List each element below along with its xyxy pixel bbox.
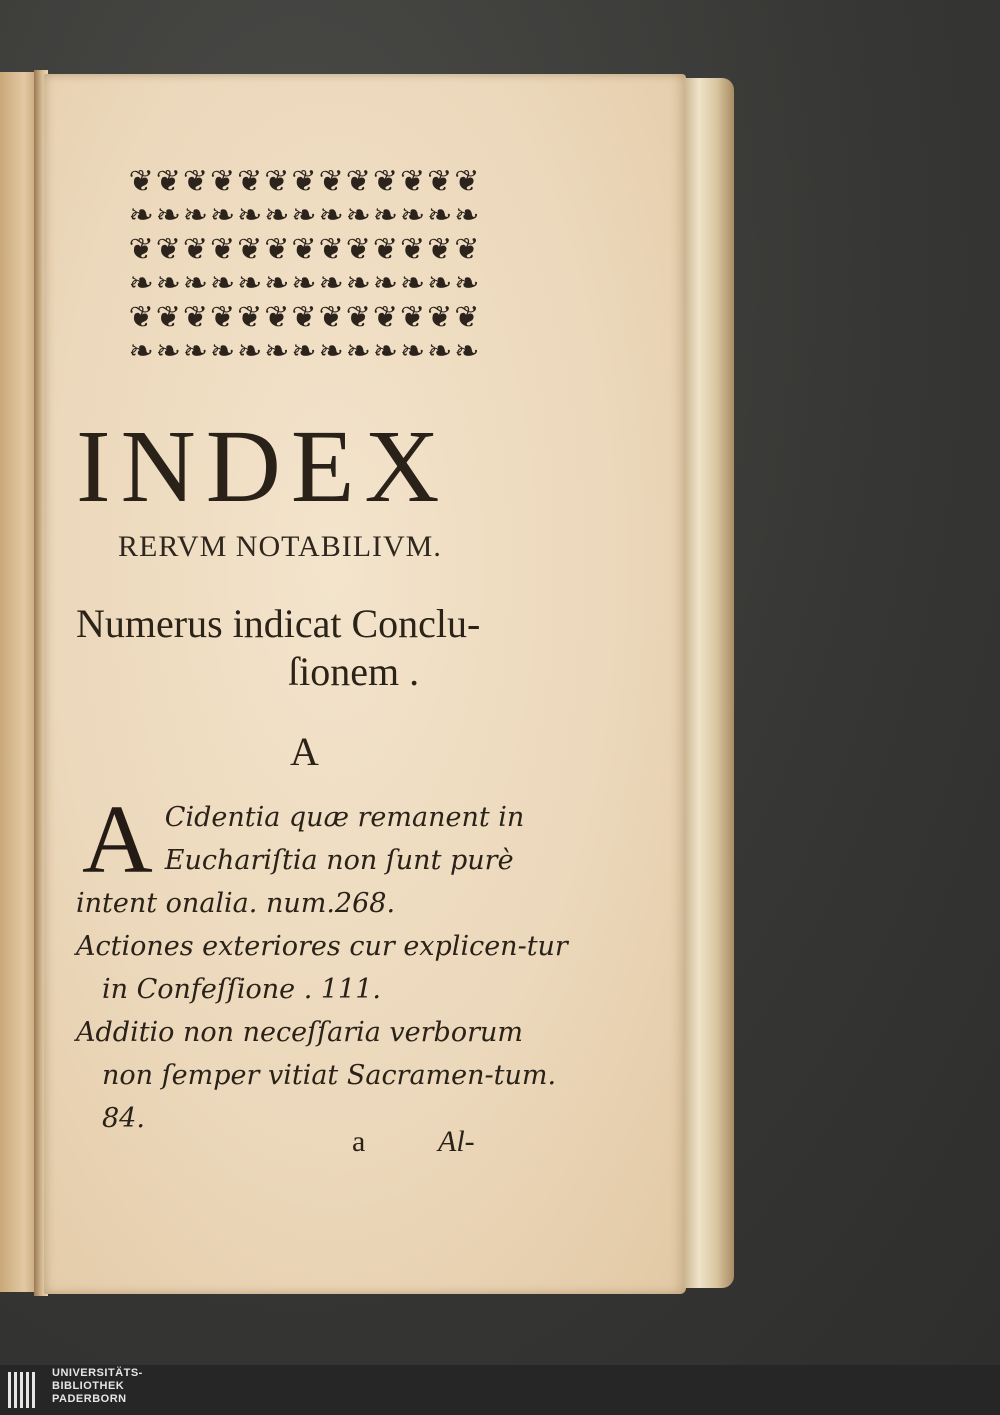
page-fore-edge [684, 78, 734, 1288]
index-entry: Additio non neceſſaria verborum non ſemper vitiat Sacramen-tum. 84. [76, 1017, 557, 1134]
index-entries [76, 786, 576, 1140]
institution-line: BIBLIOTHEK [52, 1380, 125, 1392]
institution-line: PADERBORN [52, 1393, 127, 1405]
signature-mark: a [352, 1125, 366, 1158]
section-letter: A [290, 729, 319, 774]
footer-bar [0, 1365, 1000, 1415]
library-logo-icon [4, 1368, 48, 1412]
catchword: Al- [438, 1125, 475, 1158]
intro-note [76, 600, 556, 696]
intro-line-1: Numerus indicat Conclu- [76, 601, 481, 646]
fleuron-ornament-band: ❦❦❦❦❦❦❦❦❦❦❦❦❦ ❧❧❧❧❧❧❧❧❧❧❧❧❧ ❦❦❦❦❦❦❦❦❦❦❦❦❦ ❧❧❧❧❧❧❧❧❧❧❧❧❧ ❦❦❦❦❦❦❦❦❦❦❦❦❦ ❧❧❧❧❧❧❧❧❧❧❧❧❧ [128, 165, 482, 369]
institution-name [52, 1367, 143, 1406]
page-subtitle: RERVM NOTABILIVM. [118, 530, 442, 563]
index-entry: Actiones exteriores cur explicen-tur in Confeſſione . 111. [76, 931, 568, 1005]
intro-line-2: ſionem . [288, 649, 420, 694]
page-title: INDEX [76, 409, 450, 524]
index-entry: Cidentia quæ remanent in Euchariſtia non ſunt purè intent onalia. num.268. [76, 802, 525, 919]
institution-line: UNIVERSITÄTS- [52, 1367, 143, 1379]
drop-cap: A [82, 786, 153, 894]
